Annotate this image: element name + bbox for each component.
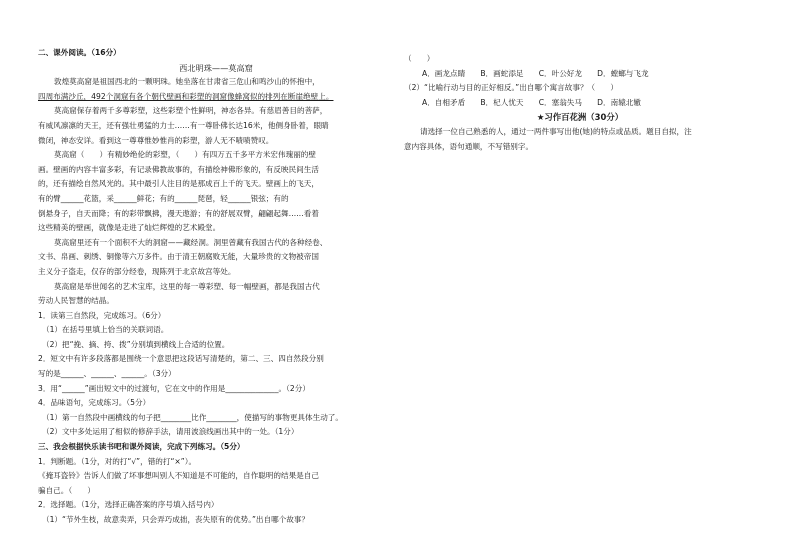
fill-blank-line[interactable]: 有的臂______花篮，采______鲜花；有的______琵琶，轻______银弦；有的 — [38, 193, 289, 203]
paragraph-line: 画。壁画的内容丰富多彩，有记录佛教故事的，有描绘神佛形象的，有反映民间生活 — [38, 164, 319, 174]
question-line: 2．选择题。（1分，选择正确答案的序号填入括号内） — [38, 500, 219, 510]
options-line: A．自相矛盾 B．杞人忧天 C．塞翁失马 D．南辕北辙 — [422, 97, 641, 107]
options-line: A．画龙点睛 B．画蛇添足 C．叶公好龙 D．螳螂与飞龙 — [422, 68, 649, 78]
fill-blank-line[interactable]: 写的是______、______、______。（3分） — [38, 369, 176, 379]
left-column — [38, 46, 394, 528]
paragraph-line: 这些精美的壁画，就像是走进了灿烂辉煌的艺术殿堂。 — [38, 223, 221, 233]
paragraph-line: 文书、帛画、刺绣、铜像等六万多件。由于清王朝腐败无能，大量珍贵的文物被帝国 — [38, 252, 319, 262]
paragraph-line: 微闭，神态安详。看到这一尊尊惟妙惟肖的彩塑，游人无不啧啧赞叹。 — [38, 135, 274, 145]
fill-blank-line[interactable]: （1）第一自然段中画横线的句子把________比作________，使描写的事物更具体生动了。 — [42, 412, 343, 422]
question-line: 《掩耳盗铃》告诉人们做了坏事想叫别人不知道是不可能的，自作聪明的结果是自己 — [38, 471, 319, 481]
question-line: 2．短文中有许多段落都是围绕一个意思把这段话写清楚的，第二、三、四自然段分别 — [38, 354, 324, 364]
question-4 — [38, 396, 394, 440]
question-line: （1）在括号里填上恰当的关联词语。 — [42, 325, 169, 335]
paragraph-line: 莫高窟保存着两千多尊彩塑，这些彩塑个性鲜明，神态各异。有慈眉善目的菩萨， — [54, 106, 328, 116]
question-line: 4．品味语句，完成练习。（5分） — [38, 398, 151, 408]
answer-bracket[interactable]: 骗自己。（ ） — [38, 485, 95, 495]
paragraph-line: 莫高窟里还有一个面积不大的洞窟——藏经洞。洞里曾藏有我国古代的各种经卷、 — [54, 237, 328, 247]
paragraph-line: 倒悬身子，自天而降；有的彩带飘拂，漫天遨游；有的舒展双臂，翩翩起舞……看着 — [38, 208, 319, 218]
essay-prompt-line: 请选择一位自己熟悉的人，通过一两件事写出他(她)的特点或品质。题目自拟，注 — [420, 126, 692, 136]
paragraph-3 — [38, 148, 394, 236]
section-3 — [38, 455, 394, 528]
section-4-title: ★习作百花洲（30分） — [536, 112, 624, 123]
question-1 — [38, 309, 394, 353]
paragraph-line: 主义分子盗走，仅存的部分经卷，现陈列于北京故宫等处。 — [38, 266, 236, 276]
essay-title: 西北明珠——莫高窟 — [179, 62, 253, 73]
section-3-title: 三、我会根据快乐读书吧和课外阅读，完成下列练习。（5分） — [38, 442, 245, 452]
question-line: （2）“比喻行动与目的正好相反。”出自哪个寓言故事？（ ） — [404, 83, 618, 93]
question-line: （2）把“挽、摘、挎、拨”分别填到横线上合适的位置。 — [42, 339, 230, 349]
paragraph-5 — [38, 280, 394, 309]
question-3 — [38, 382, 394, 397]
paragraph-4 — [38, 236, 394, 280]
paragraph-line: 劳动人民智慧的结晶。 — [38, 296, 114, 306]
right-column — [404, 52, 756, 154]
question-line: 1．读第三自然段，完成练习。（6分） — [38, 310, 166, 320]
fill-blank-line[interactable]: 3．用“______”画出短文中的过渡句，它在文中的作用是______________。（2分） — [38, 383, 310, 393]
question-line: （1）“节外生枝，故意卖弄，只会弄巧成拙，丧失原有的优势。”出自哪个故事？ — [42, 515, 310, 524]
answer-bracket[interactable]: （ ） — [404, 54, 435, 63]
paragraph-1 — [38, 75, 394, 104]
essay-prompt-line: 意内容具体，语句通顺，不写错别字。 — [404, 141, 534, 151]
paragraph-line: 的，还有描绘自然风光的。其中最引人注目的是那成百上千的飞天。壁画上的飞天， — [38, 179, 319, 189]
paragraph-line: 莫高窟是举世闻名的艺术宝库，这里的每一尊彩塑、每一幅壁画，都是我国古代 — [54, 281, 320, 291]
section-2-title: 二、课外阅读。（16分） — [38, 48, 121, 57]
underlined-sentence: 四周布满沙丘，492个洞窟有各个朝代壁画和彩塑的洞窟像蜂窝似的排列在断崖绝壁上。 — [38, 91, 334, 101]
paragraph-line: 有威风凛凛的天王，还有强壮勇猛的力士……有一尊卧佛长达16米，他侧身卧着，眼睛 — [38, 120, 329, 130]
paragraph-2 — [38, 104, 394, 148]
paragraph-line: 敦煌莫高窟是祖国西北的一颗明珠。她坐落在甘肃省三危山和鸣沙山的怀抱中， — [54, 77, 320, 87]
question-line: 1．判断题。（1分，对的打“√”，错的打“×”）。 — [38, 456, 197, 466]
question-2 — [38, 352, 394, 381]
paragraph-line: 莫高窟（ ）有精妙绝伦的彩塑，（ ）有四万五千多平方米宏伟瑰丽的壁 — [54, 150, 316, 160]
question-line: （2）文中多处运用了相似的修辞手法，请用波浪线画出其中的一处。（1分） — [42, 427, 299, 437]
